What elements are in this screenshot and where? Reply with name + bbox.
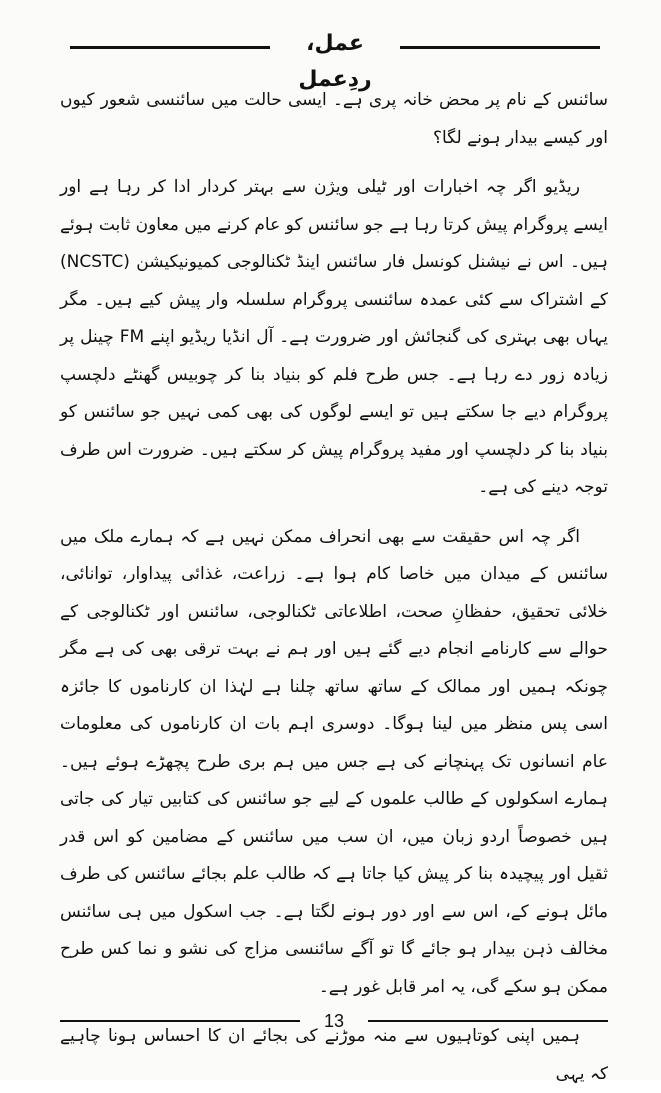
page-header (70, 26, 600, 92)
page-number: 13 (323, 1011, 345, 1031)
paragraph-2: ریڈیو اگر چہ اخبارات اور ٹیلی ویژن سے بہتر کردار ادا کر رہا ہے اور ایسے پروگرام پیش کرتا رہا ہے جو سائنس کو عام کرنے میں معاون ثابت ہوئے ہیں۔ اس نے نیشنل کونسل فار سائنس اینڈ ٹکنالوجی کمیونیکیشن (NCSTC) کے اشتراک سے کئی عمدہ سائنسی پروگرام سلسلہ وار پیش کیے ہیں۔ مگر یہاں بھی بہتری کی گنجائش اور ضرورت ہے۔ آل انڈیا ریڈیو اپنے FM چینل پر زیادہ زور دے رہا ہے۔ جس طرح فلم کو بنیاد بنا کر چوبیس گھنٹے دلچسپ پروگرام دیے جا سکتے ہیں تو ایسے لوگوں کی بھی کمی نہیں جو سائنس کو بنیاد بنا کر دلچسپ اور مفید پروگرام پیش کر سکتے ہیں۔ ضرورت اس طرف توجہ دینے کی ہے۔ (60, 177, 609, 497)
paragraph-3: اگر چہ اس حقیقت سے بھی انحراف ممکن نہیں ہے کہ ہمارے ملک میں سائنس کے میدان میں خاصا کام ہوا ہے۔ زراعت، غذائی پیداوار، توانائی، خلائی تحقیق، حفظانِ صحت، اطلاعاتی ٹکنالوجی، سائنس اور ٹکنالوجی کے حوالے سے کارنامے انجام دیے گئے ہیں اور ہم نے بہت ترقی بھی کی ہے مگر چونکہ ہمیں اور ممالک کے ساتھ ساتھ چلنا ہے لہٰذا ان کارناموں کا جائزہ اسی پس منظر میں لینا ہوگا۔ دوسری اہم بات ان کارناموں کی معلومات عام انسانوں تک پہنچانے کی ہے جس میں ہم بری طرح پچھڑے ہوئے ہیں۔ ہمارے اسکولوں کے طالب علموں کے لیے جو سائنس کی کتابیں تیار کی جاتی ہیں خصوصاً اردو زبان میں، ان سب میں سائنس کے مضامین کو اس قدر ثقیل اور پیچیدہ بنا کر پیش کیا جاتا ہے کہ طالب علم بجائے سائنس کی طرف مائل ہونے کے، اس سے اور دور ہونے لگتا ہے۔ جب اسکول میں ہی سائنس مخالف ذہن بیدار ہو جائے گا تو آگے سائنسی مزاج کی نشو و نما کس طرح ممکن ہو سکے گی، یہ امر قابل غور ہے۔ (60, 526, 608, 997)
footer-rule-left (60, 1020, 300, 1022)
running-title: عمل، ردِعمل (298, 31, 372, 92)
header-rule-right (400, 46, 600, 49)
page-footer (60, 1006, 608, 1036)
paragraph-4: ہمیں اپنی کوتاہیوں سے منہ موڑنے کی بجائے ان کا احساس ہونا چاہیے کہ یہی (60, 1026, 608, 1084)
header-rule-left (70, 46, 270, 49)
paragraph-1: سائنس کے نام پر محض خانہ پری ہے۔ ایسی حالت میں سائنسی شعور کیوں اور کیسے بیدار ہونے لگا؟ (60, 90, 608, 148)
footer-rule-right (368, 1020, 608, 1022)
